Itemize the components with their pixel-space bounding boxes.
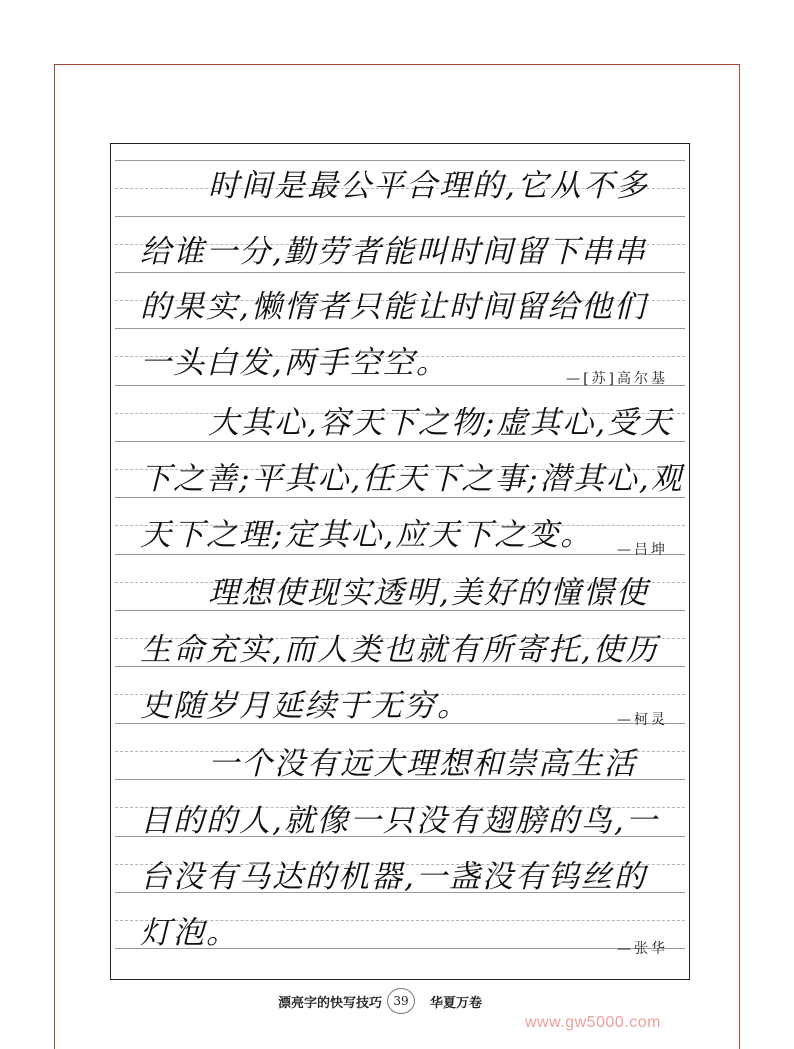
page-footer (0, 988, 794, 1018)
passage-2-line-2: 下之善;平其心,任天下之事;潜其心,观 (140, 461, 684, 497)
passage-1-line-4: 一头白发,两手空空。 (140, 345, 449, 381)
passage-4-attribution: —张华 (617, 941, 668, 957)
publisher-name: 华夏万卷 (430, 996, 483, 1011)
page-number-badge (387, 988, 415, 1014)
passage-2-line-3: 天下之理;定其心,应天下之变。 (140, 517, 594, 553)
ruled-line (115, 160, 685, 161)
passage-4-line-4: 灯泡。 (140, 915, 239, 951)
book-title: 漂亮字的快写技巧 (277, 996, 382, 1011)
ruled-line (115, 272, 685, 273)
passage-1-attribution: —[苏]高尔基 (566, 371, 668, 387)
passage-4-line-1: 一个没有远大理想和崇高生活 (208, 746, 637, 782)
page-number: 39 (393, 994, 409, 1008)
passage-1-line-3: 的果实,懒惰者只能让时间留给他们 (140, 289, 647, 325)
watermark-url: www.gw5000.com (525, 1014, 661, 1031)
passage-1-line-2: 给谁一分,勤劳者能叫时间留下串串 (140, 234, 647, 270)
passage-3-line-2: 生命充实,而人类也就有所寄托,使历 (140, 632, 659, 668)
ruled-line (115, 216, 685, 217)
passage-3-line-3: 史随岁月延续于无穷。 (140, 688, 470, 724)
passage-2-line-1: 大其心,容天下之物;虚其心,受天 (208, 405, 674, 441)
passage-1-line-1: 时间是最公平合理的,它从不多 (208, 168, 649, 204)
ruled-line (115, 328, 685, 329)
passage-4-line-2: 目的的人,就像一只没有翅膀的鸟,一 (140, 803, 659, 839)
passage-3-line-1: 理想使现实透明,美好的憧憬使 (208, 575, 649, 611)
passage-4-line-3: 台没有马达的机器,一盏没有钨丝的 (140, 859, 647, 895)
passage-2-attribution: —吕坤 (617, 542, 668, 558)
passage-3-attribution: —柯灵 (617, 712, 668, 728)
